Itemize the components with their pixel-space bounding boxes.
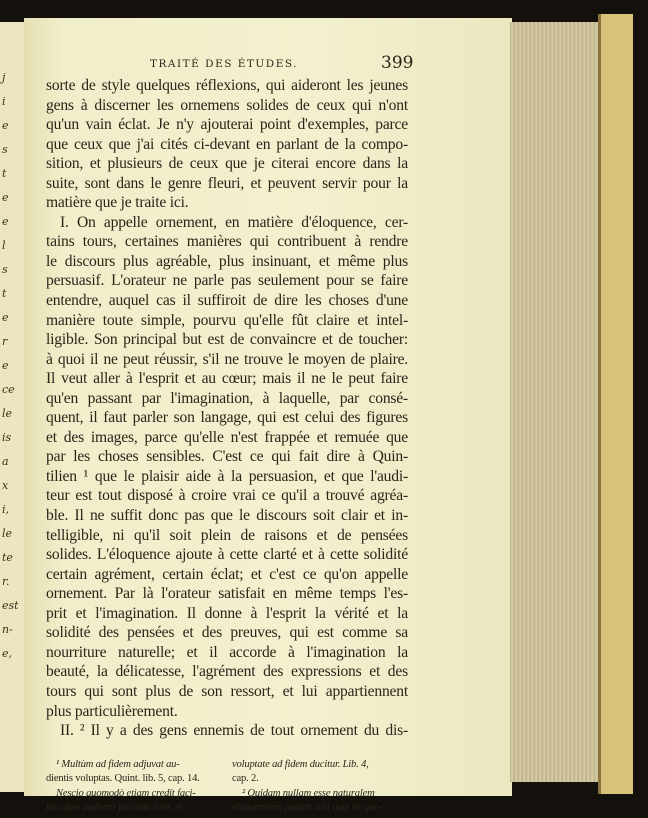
margin-fragment: s bbox=[2, 263, 8, 276]
margin-fragment: ce bbox=[2, 383, 15, 396]
text-line: telligible, ni qu'il soit plein de raisons et de pensées bbox=[46, 526, 408, 544]
page-number: 399 bbox=[381, 53, 414, 73]
text-line: tilien ¹ que le plaisir aide à la persuasion, et que l'audi- bbox=[46, 467, 408, 485]
margin-fragment: e bbox=[2, 311, 9, 324]
footnote-line: Nescio quomodò etiam credit faci- bbox=[56, 787, 196, 799]
margin-fragment: j bbox=[2, 71, 6, 84]
margin-fragment: is bbox=[2, 431, 12, 444]
margin-fragment: s bbox=[2, 143, 8, 156]
text-line: plus particulièrement. bbox=[46, 702, 178, 720]
text-line: beauté, la délicatesse, l'agrément des expressions et des bbox=[46, 663, 408, 681]
footnotes-right-column bbox=[232, 758, 408, 816]
text-line: tours qui sont plus de son ressort, et lui appartiennent bbox=[46, 682, 408, 700]
text-line: le discours plus agréable, plus insinuant, et même plus bbox=[46, 252, 408, 270]
footnote-line: ¹ Multùm ad fidem adjuvat au- bbox=[56, 758, 180, 770]
footnote-line: eloquentiam putant, nisi quæ sit quo- bbox=[232, 802, 383, 814]
margin-fragment: r bbox=[2, 335, 8, 348]
margin-fragment: t bbox=[2, 167, 7, 180]
margin-fragment: i, bbox=[2, 503, 10, 516]
text-line: et des images, parce qu'elle n'est frappée et remuée que bbox=[46, 428, 408, 446]
margin-fragment: i bbox=[2, 95, 6, 108]
margin-fragment: n- bbox=[2, 623, 13, 636]
margin-fragment: e bbox=[2, 359, 9, 372]
footnote-line: liùs quæ audienti jucunda sunt, et bbox=[46, 802, 183, 814]
text-line: tains tours, certaines manières qui contribuent à rendre bbox=[46, 233, 408, 251]
text-line: II. ² Il y a des gens ennemis de tout ornement du dis- bbox=[60, 722, 408, 740]
text-line: I. On appelle ornement, en matière d'éloquence, cer- bbox=[60, 213, 408, 231]
margin-fragment: l bbox=[2, 239, 6, 252]
text-line: qu'en passant par l'imagination, à laquelle, par consé- bbox=[46, 389, 408, 407]
text-line: sorte de style quelques réflexions, qui aideront les jeunes bbox=[46, 77, 408, 94]
footnote-line: cap. 2. bbox=[232, 773, 259, 785]
text-line: entendre, auquel cas il suffiroit de dire les choses d'une bbox=[46, 292, 408, 310]
text-line: certain agrément, certain éclat; et c'est ce qu'on appelle bbox=[46, 565, 408, 583]
text-line: qu'un vain éclat. Je n'y ajouterai point d'exemples, parce bbox=[46, 116, 408, 134]
margin-fragment: le bbox=[2, 527, 13, 540]
margin-fragment: e, bbox=[2, 647, 13, 660]
text-line: matière que je traite ici. bbox=[46, 194, 189, 212]
margin-fragment: x bbox=[2, 479, 9, 492]
previous-page-edge bbox=[0, 22, 26, 792]
text-line: gens à discerner les ornemens solides de ceux qui n'ont bbox=[46, 96, 408, 114]
margin-fragment: e bbox=[2, 191, 9, 204]
text-line: prit et l'imagination. Il donne à l'esprit la vérité et la bbox=[46, 604, 408, 622]
text-line: solides. L'éloquence ajoute à cette clarté et à cette solidité bbox=[46, 546, 408, 564]
book-cover-edge bbox=[598, 14, 633, 794]
margin-fragment: e bbox=[2, 119, 9, 132]
margin-fragment: t bbox=[2, 287, 7, 300]
page-edges bbox=[510, 22, 600, 782]
body-text bbox=[46, 76, 408, 741]
text-line: solidité des pensées et des preuves, qui est comme sa bbox=[46, 624, 408, 642]
footnote-line: dientis voluptas. Quint. lib. 5, cap. 14. bbox=[46, 773, 200, 785]
text-line: sition, et plusieurs de ceux que je citerai encore dans la bbox=[46, 155, 408, 173]
footnote-line: ² Quidam nullam esse naturalem bbox=[242, 787, 375, 799]
footnotes bbox=[46, 758, 408, 816]
text-line: que ceux que j'ai cités ci-devant en parlant de la compo- bbox=[46, 135, 408, 153]
text-line: ligible. Son principal but est de convaincre et de toucher: bbox=[46, 331, 408, 349]
text-line: à quoi il ne peut réussir, s'il ne trouve le moyen de plaire. bbox=[46, 350, 408, 368]
text-line: ble. Il ne suffit donc pas que le discours soit clair et in- bbox=[46, 507, 408, 525]
text-line: Il veut aller à l'esprit et au cœur; mais il ne le peut faire bbox=[46, 370, 408, 388]
margin-fragment: te bbox=[2, 551, 13, 564]
margin-fragment: a bbox=[2, 455, 9, 468]
running-title: TRAITÉ DES ÉTUDES. bbox=[150, 58, 299, 70]
margin-fragment: le bbox=[2, 407, 13, 420]
margin-fragment: est bbox=[2, 599, 19, 612]
text-line: ornement. Par là l'orateur satisfait en même temps l'es- bbox=[46, 585, 408, 603]
page-text-block bbox=[46, 76, 408, 816]
text-line: nourriture naturelle; et il accorde à l'imagination la bbox=[46, 643, 408, 661]
text-line: persuasif. L'orateur ne parle pas seulement pour se faire bbox=[46, 272, 408, 290]
footnotes-left-column bbox=[46, 758, 222, 816]
text-line: manière toute simple, pourvu qu'elle fût claire et intel- bbox=[46, 311, 408, 329]
margin-fragment: r. bbox=[2, 575, 10, 588]
margin-fragment: e bbox=[2, 215, 9, 228]
text-line: suite, sont dans le genre fleuri, et peuvent servir pour la bbox=[46, 174, 408, 192]
footnote-line: voluptate ad fidem ducitur. Lib. 4, bbox=[232, 758, 369, 770]
text-line: teur est tout disposé à croire vrai ce qu'il a trouvé agréa- bbox=[46, 487, 408, 505]
text-line: quent, il faut parler son langage, qui est celui des figures bbox=[46, 409, 408, 427]
text-line: par les choses sensibles. C'est ce qui fait dire à Quin- bbox=[46, 448, 408, 466]
